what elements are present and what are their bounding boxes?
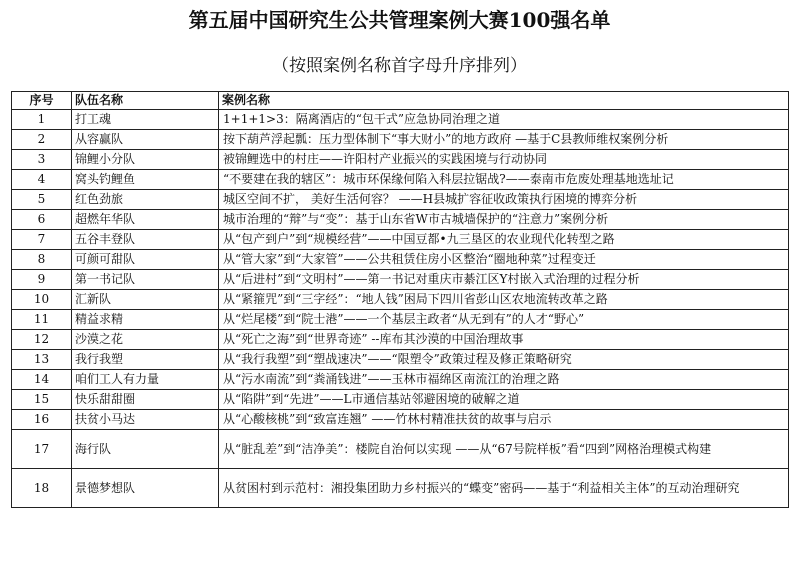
team-list-table	[11, 91, 789, 508]
table-row	[12, 210, 789, 230]
row-case-name: 从“陷阱”到“先进”——L市通信基站邻避困境的破解之道	[219, 390, 789, 410]
row-team-name: 窝头钓鲤鱼	[72, 170, 219, 190]
table-row	[12, 250, 789, 270]
table-row	[12, 469, 789, 508]
row-team-name: 从容赢队	[72, 130, 219, 150]
table-row	[12, 330, 789, 350]
table-row	[12, 290, 789, 310]
table-row	[12, 170, 789, 190]
table-row	[12, 350, 789, 370]
row-number: 4	[12, 170, 72, 190]
row-number: 10	[12, 290, 72, 310]
row-case-name: 从“管大家”到“大家管”——公共租赁住房小区整治“圈地种菜”过程变迁	[219, 250, 789, 270]
row-team-name: 海行队	[72, 430, 219, 469]
table-row	[12, 270, 789, 290]
header-number: 序号	[12, 92, 72, 110]
row-team-name: 精益求精	[72, 310, 219, 330]
row-team-name: 景德梦想队	[72, 469, 219, 508]
row-case-name: 被锦鲤选中的村庄——许阳村产业振兴的实践困境与行动协同	[219, 150, 789, 170]
row-team-name: 锦鲤小分队	[72, 150, 219, 170]
row-team-name: 五谷丰登队	[72, 230, 219, 250]
row-team-name: 第一书记队	[72, 270, 219, 290]
row-team-name: 超燃年华队	[72, 210, 219, 230]
row-team-name: 汇新队	[72, 290, 219, 310]
table-row	[12, 230, 789, 250]
row-case-name: 从“我行我塑”到“塑战速决”——“限塑令”政策过程及修正策略研究	[219, 350, 789, 370]
row-case-name: 从贫困村到示范村：湘投集团助力乡村振兴的“蝶变”密码——基于“利益相关主体”的互动治理研究	[219, 469, 789, 508]
row-number: 17	[12, 430, 72, 469]
row-case-name: 从“污水南流”到“粪涌钱进”——玉林市福绵区南流江的治理之路	[219, 370, 789, 390]
row-case-name: 1+1+1>3：隔离酒店的“包干式”应急协同治理之道	[219, 110, 789, 130]
row-number: 12	[12, 330, 72, 350]
row-number: 8	[12, 250, 72, 270]
row-number: 2	[12, 130, 72, 150]
table-row	[12, 390, 789, 410]
row-case-name: “不要建在我的辖区”：城市环保缘何陷入科层拉锯战?——泰南市危废处理基地选址记	[219, 170, 789, 190]
row-number: 15	[12, 390, 72, 410]
document-title: 第五届中国研究生公共管理案例大赛100强名单	[188, 8, 611, 32]
row-team-name: 咱们工人有力量	[72, 370, 219, 390]
row-number: 1	[12, 110, 72, 130]
row-number: 13	[12, 350, 72, 370]
row-case-name: 城市治理的“辩”与“变”：基于山东省W市古城墙保护的“注意力”案例分析	[219, 210, 789, 230]
header-case-name: 案例名称	[219, 92, 789, 110]
row-number: 6	[12, 210, 72, 230]
table-header-row	[12, 92, 789, 110]
row-case-name: 从“心酸核桃”到“致富连翘” ——竹林村精准扶贫的故事与启示	[219, 410, 789, 430]
row-team-name: 我行我塑	[72, 350, 219, 370]
row-team-name: 沙漠之花	[72, 330, 219, 350]
row-team-name: 快乐甜甜圈	[72, 390, 219, 410]
document-subtitle: （按照案例名称首字母升序排列）	[272, 56, 527, 76]
row-number: 18	[12, 469, 72, 508]
table-row	[12, 370, 789, 390]
table-row	[12, 190, 789, 210]
row-team-name: 红色劲旅	[72, 190, 219, 210]
table-row	[12, 430, 789, 469]
table-row	[12, 110, 789, 130]
row-case-name: 从“紧箍咒”到“三字经”：“地人钱”困局下四川省彭山区农地流转改革之路	[219, 290, 789, 310]
row-number: 5	[12, 190, 72, 210]
row-case-name: 城区空间不扩， 美好生活何容？ ——H县城扩容征收政策执行困境的博弈分析	[219, 190, 789, 210]
row-case-name: 从“脏乱差”到“洁净美”：楼院自治何以实现 ——从“67号院样板”看“四到”网格治理模式构建	[219, 430, 789, 469]
table-row	[12, 150, 789, 170]
row-case-name: 从“死亡之海”到“世界奇迹” --库布其沙漠的中国治理故事	[219, 330, 789, 350]
row-number: 16	[12, 410, 72, 430]
row-number: 9	[12, 270, 72, 290]
row-number: 11	[12, 310, 72, 330]
row-team-name: 扶贫小马达	[72, 410, 219, 430]
row-team-name: 打工魂	[72, 110, 219, 130]
row-case-name: 从“烂尾楼”到“院士港”——一个基层主政者“从无到有”的人才“野心”	[219, 310, 789, 330]
header-team-name: 队伍名称	[72, 92, 219, 110]
row-number: 14	[12, 370, 72, 390]
table-row	[12, 410, 789, 430]
row-number: 3	[12, 150, 72, 170]
row-case-name: 按下葫芦浮起瓢：压力型体制下“事大财小”的地方政府 —基于C县教师维权案例分析	[219, 130, 789, 150]
row-team-name: 可颜可甜队	[72, 250, 219, 270]
table-row	[12, 310, 789, 330]
table-row	[12, 130, 789, 150]
row-case-name: 从“后进村”到“文明村”——第一书记对重庆市綦江区Y村嵌入式治理的过程分析	[219, 270, 789, 290]
row-number: 7	[12, 230, 72, 250]
row-case-name: 从“包产到户”到“规模经营”——中国豆都•九三垦区的农业现代化转型之路	[219, 230, 789, 250]
